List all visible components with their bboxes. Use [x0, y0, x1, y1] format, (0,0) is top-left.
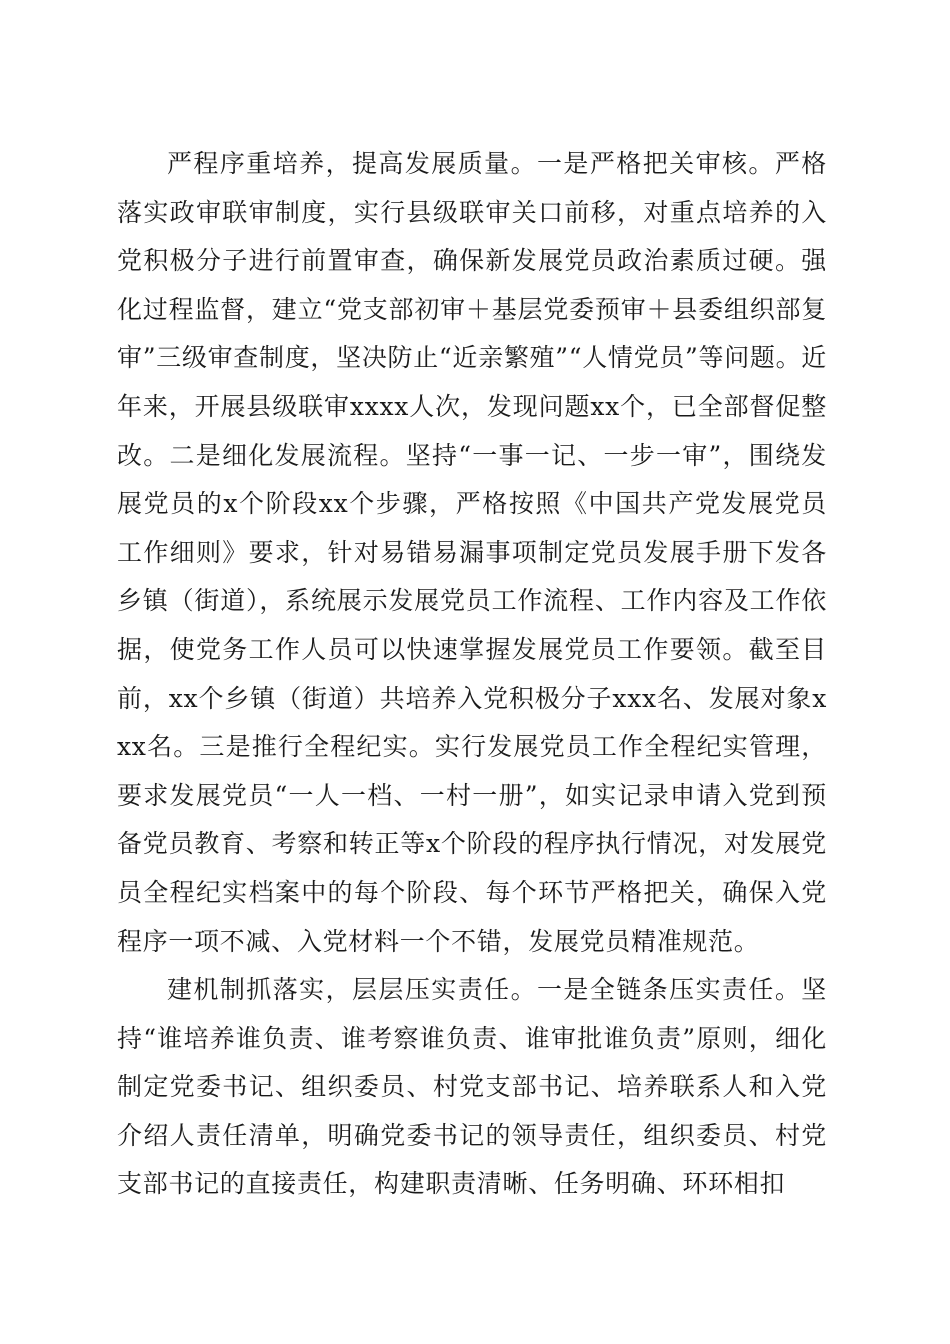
paragraph-1: 严程序重培养，提高发展质量。一是严格把关审核。严格落实政审联审制度，实行县级联审关口前移，对重点培养的入党积极分子进行前置审查，确保新发展党员政治素质过硬。强化过程监督，建立“党支部初审＋基层党委预审＋县委组织部复审”三级审查制度，坚决防止“近亲繁殖”“人情党员”等问题。近年来，开展县级联审xxxx人次，发现问题xx个，已全部督促整改。二是细化发展流程。坚持“一事一记、一步一审”，围绕发展党员的x个阶段xx个步骤，严格按照《中国共产党发展党员工作细则》要求，针对易错易漏事项制定党员发展手册下发各乡镇（街道），系统展示发展党员工作流程、工作内容及工作依据，使党务工作人员可以快速掌握发展党员工作要领。截至目前，xx个乡镇（街道）共培养入党积极分子xxx名、发展对象xxx名。三是推行全程纪实。实行发展党员工作全程纪实管理，要求发展党员“一人一档、一村一册”，如实记录申请入党到预备党员教育、考察和转正等x个阶段的程序执行情况，对发展党员全程纪实档案中的每个阶段、每个环节严格把关，确保入党程序一项不减、入党材料一个不错，发展党员精准规范。 [117, 149, 827, 956]
paragraph-2: 建机制抓落实，层层压实责任。一是全链条压实责任。坚持“谁培养谁负责、谁考察谁负责、谁审批谁负责”原则，细化制定党委书记、组织委员、村党支部书记、培养联系人和入党介绍人责任清单，明确党委书记的领导责任，组织委员、村党支部书记的直接责任，构建职责清晰、任务明确、环环相扣 [117, 975, 827, 1199]
document-body [117, 140, 827, 1209]
